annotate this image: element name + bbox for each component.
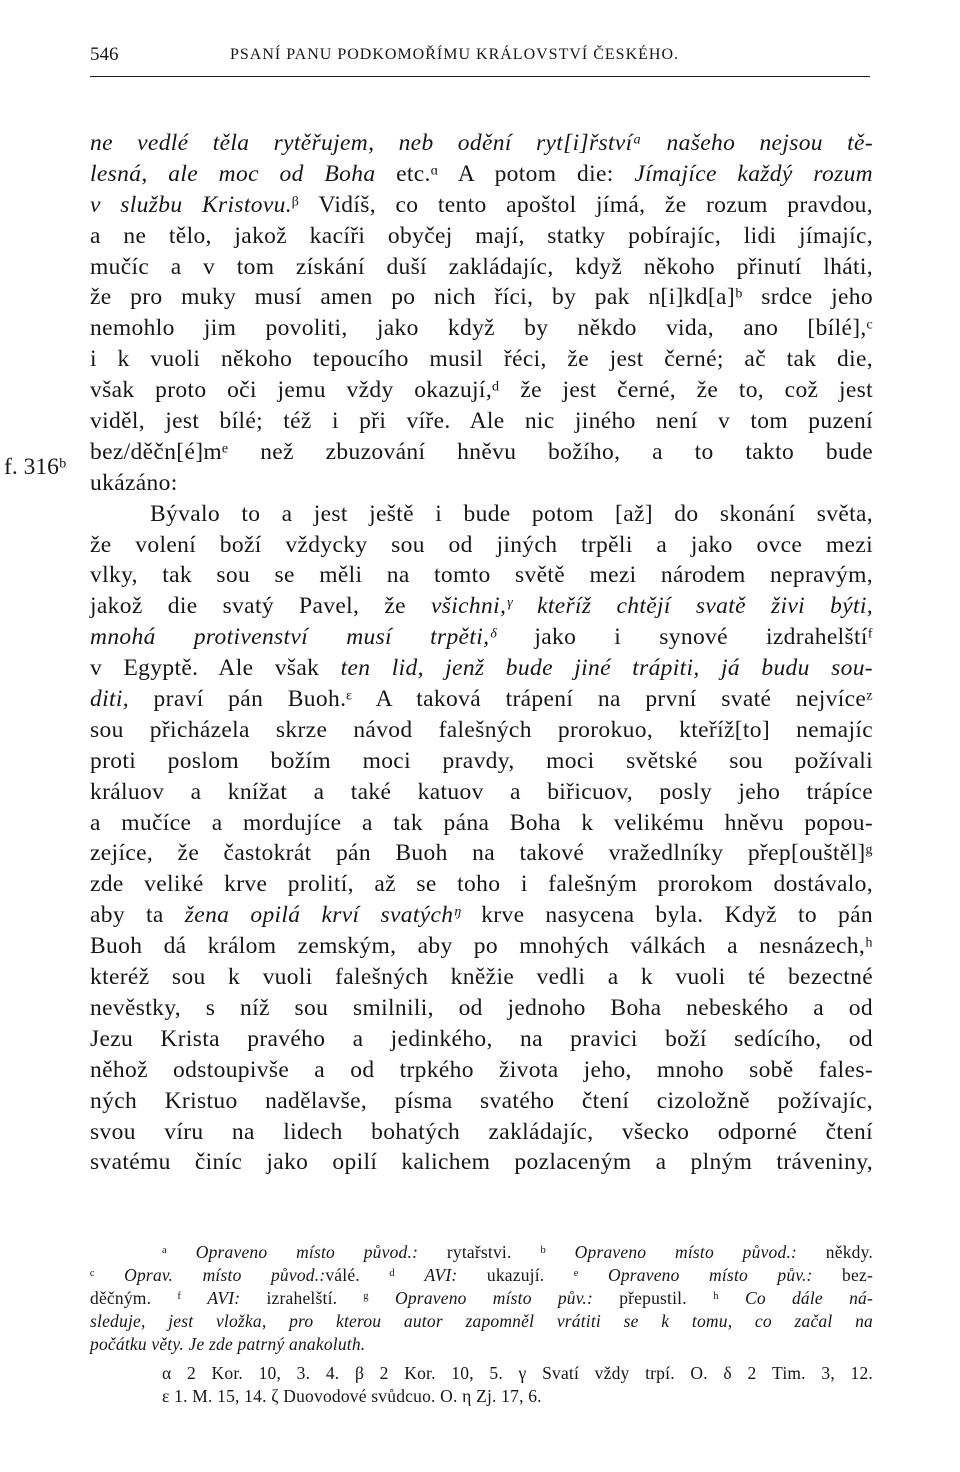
text-line: zejíce, že častokrát pán Buoh na takové vražedlníky přep[ouštěl]ᵍ <box>90 840 873 867</box>
text-line: ne vedlé těla rytěřujem, neb odění ryt[i]řstvíᵃ našeho nejsou tě- <box>90 130 873 156</box>
text-line: aby ta žena opilá krví svatýchᵑ krve nasycena byla. Když to pán <box>90 902 873 929</box>
text-line: bez/děčn[é]mᵉ než zbuzování hněvu božího, a to takto bude <box>90 438 873 465</box>
text-line: a ne tělo, jakož kacíři obyčej mají, statky pobírajíc, lidi jímajíc, <box>90 222 873 249</box>
text-line: jakož die svatý Pavel, že všichni,ᵞ kteříž chtějí svatě živi býti, <box>90 593 874 620</box>
text-line: diti, praví pán Buoh.ᵋ A taková trápení na první svaté nejvíceᶻ <box>90 686 873 713</box>
page-number: 546 <box>90 44 119 65</box>
footnote-line: sleduje, jest vložka, pro kterou autor zapomněl vrátiti se k tomu, co začal na <box>90 1311 873 1331</box>
text-line: Jezu Krista pravého a jedinkého, na pravici boží sedícího, od <box>90 1025 873 1052</box>
text-line: kteréž sou k vuoli falešných kněžie vedli a k vuoli té bezectné <box>90 964 873 991</box>
text-line: nevěstky, s níž sou smilnili, od jednoho Boha nebeského a od <box>90 994 873 1021</box>
text-line: lesná, ale moc od Boha etc.ᵅ A potom die: Jímajíce každý rozum <box>90 160 873 187</box>
running-head: PSANÍ PANU PODKOMOŘÍMU KRÁLOVSTVÍ ČESKÉHO. <box>230 46 680 63</box>
text-line: zde veliké krve prolití, až se toho i falešným prorokom dostávalo, <box>90 871 873 898</box>
margin-folio-note: f. 316ᵇ <box>4 454 67 480</box>
text-line: však proto oči jemu vždy okazují,ᵈ že jest černé, že to, což jest <box>90 377 873 404</box>
reference-line: α 2 Kor. 10, 3. 4. β 2 Kor. 10, 5. γ Svatí vždy trpí. O. δ 2 Tim. 3, 12. <box>162 1363 873 1383</box>
text-line: sou přicházela skrze návod falešných prorokuo, kteříž[to] nemajíc <box>90 716 873 743</box>
footnote-line: počátku věty. Je zde patrný anakoluth. <box>90 1334 366 1354</box>
text-line: ných Kristuo nadělavše, písma svatého čtení cizoložně požívajíc, <box>90 1087 873 1114</box>
text-line: v službu Kristovu.ᵝ Vidíš, co tento apoštol jímá, že rozum pravdou, <box>90 191 873 218</box>
footnote-line: ᵃ Opraveno místo původ.: rytařstvi. ᵇ Opraveno místo původ.: někdy. <box>162 1242 873 1262</box>
text-line: svatému činíc jako opilí kalichem pozlaceným a plným tráveniny, <box>90 1149 873 1176</box>
page-header <box>90 36 870 77</box>
text-line: proti poslom božím moci pravdy, moci světské sou požívali <box>90 747 873 774</box>
text-line: v Egyptě. Ale však ten lid, jenž bude jiné trápiti, já budu sou- <box>90 655 873 682</box>
text-line: mučíc a v tom získání duší zakládajíc, když někoho přinutí lháti, <box>90 253 873 280</box>
text-line: vlky, tak sou se měli na tomto světě mezi národem nepravým, <box>90 562 873 589</box>
text-line: ukázáno: <box>90 469 178 496</box>
text-line: Bývalo to a jest ještě i bude potom [až] do skonání světa, <box>150 500 873 527</box>
text-line: a mučíce a mordujíce a tak pána Boha k velikému hněvu popou- <box>90 809 873 836</box>
footnotes <box>90 1241 873 1408</box>
text-line: že volení boží vždycky sou od jiných trpěli a jako ovce mezi <box>90 531 873 558</box>
footnote-line: děčným. ᶠ AVI: izrahelští. ᵍ Opraveno místo pův.: přepustil. ʰ Co dále ná- <box>90 1288 873 1308</box>
text-line: i k vuoli někoho tepoucího musil řéci, že jest černé; ač tak die, <box>90 346 873 373</box>
text-line: že pro muky musí amen po nich říci, by pak n[i]kd[a]ᵇ srdce jeho <box>90 284 873 311</box>
text-line: nemohlo jim povoliti, jako když by někdo vida, ano [bílé],ᶜ <box>90 315 873 342</box>
text-line: něhož odstoupivše a od trpkého života jeho, mnoho sobě fales- <box>90 1056 873 1083</box>
footnote-line: ᶜ Oprav. místo původ.:válé. ᵈ AVI: ukazují. ᵉ Opraveno místo pův.: bez- <box>90 1265 873 1285</box>
text-line: svou víru na lidech bohatých zakládajíc, všecko odporné čtení <box>90 1118 873 1145</box>
text-line: mnohá protivenství musí trpěti,ᵟ jako i synové izdrahelštíᶠ <box>90 624 873 651</box>
text-line: Buoh dá králom zemským, aby po mnohých válkách a nesnázech,ʰ <box>90 933 873 960</box>
text-line: králuov a knížat a také katuov a biřicuov, posly jeho trápíce <box>90 778 873 805</box>
main-text <box>90 128 873 1178</box>
reference-line: ε 1. M. 15, 14. ζ Duovodové svůdcuo. O. η Zj. 17, 6. <box>162 1386 542 1406</box>
text-line: viděl, jest bílé; též i při víře. Ale nic jiného není v tom puzení <box>90 408 873 435</box>
